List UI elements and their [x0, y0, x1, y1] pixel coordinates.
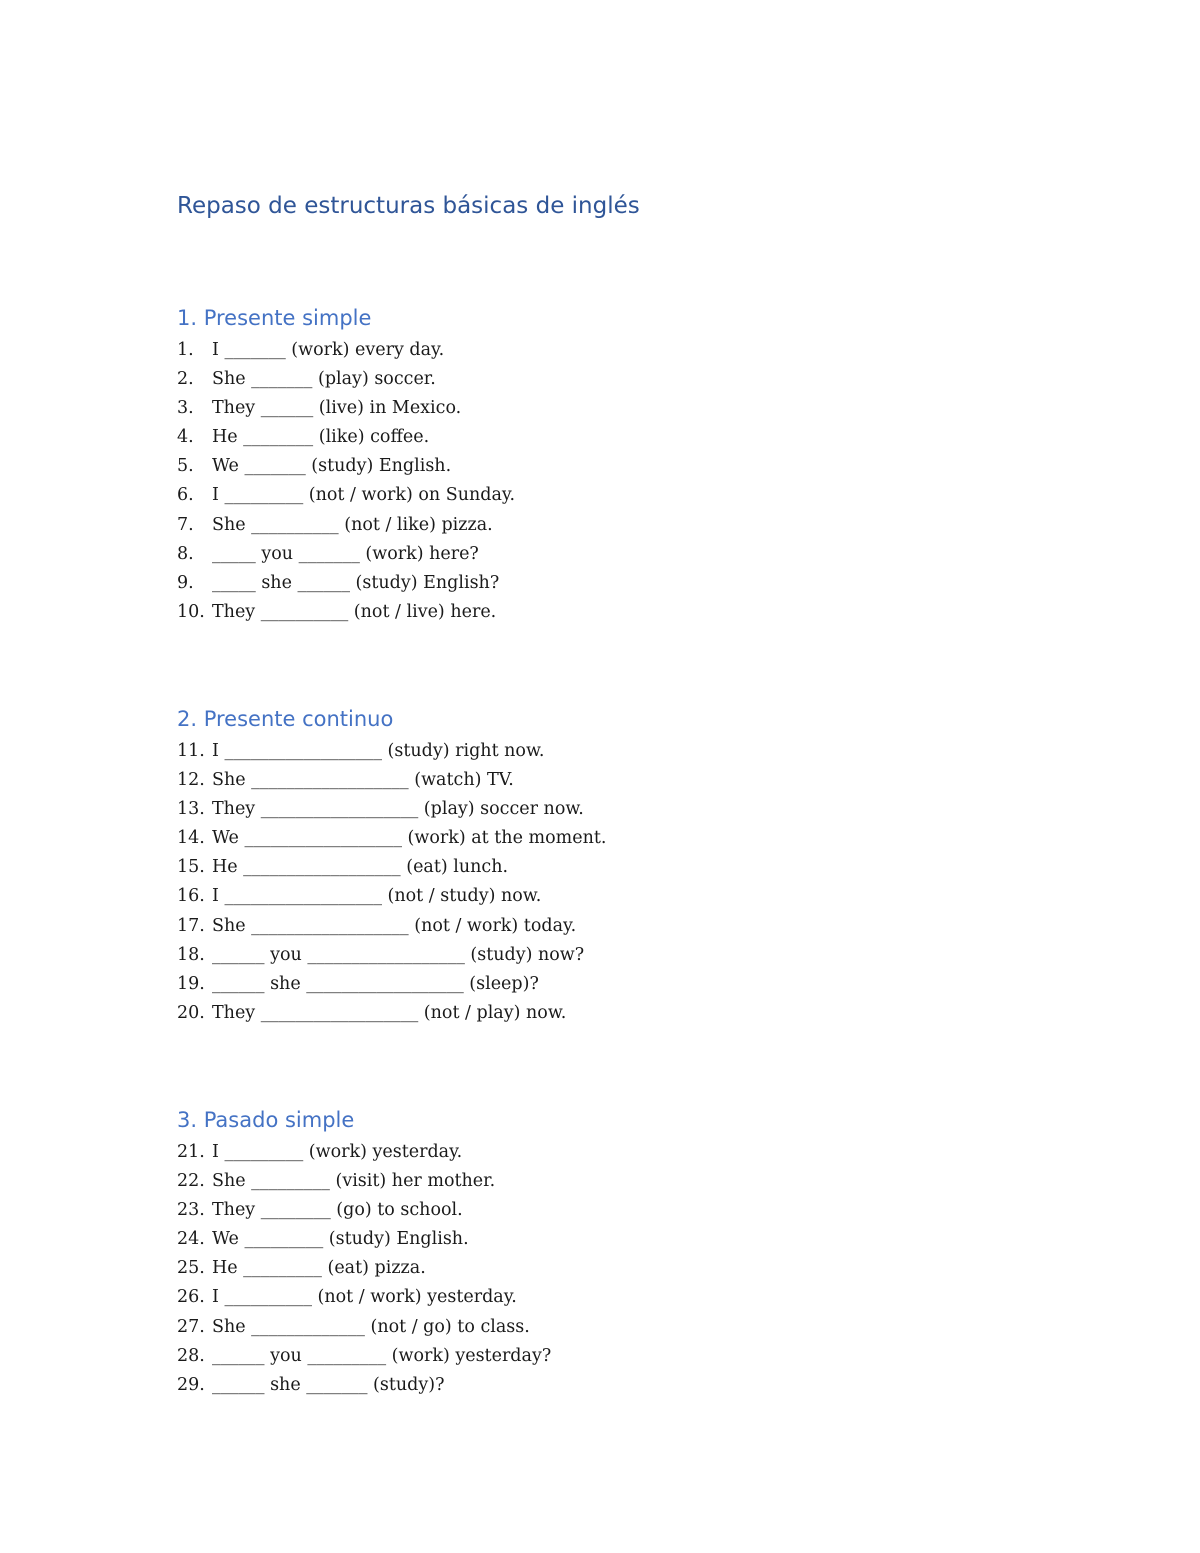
item-number: 19. [177, 973, 205, 994]
exercise-item [177, 423, 877, 452]
exercise-item [177, 912, 877, 941]
item-text: We _________ (study) English. [212, 1229, 469, 1250]
item-number: 25. [177, 1258, 205, 1279]
item-text: I _________ (not / work) on Sunday. [212, 485, 516, 506]
item-text: I _________ (work) yesterday. [212, 1142, 463, 1162]
section-pasado-simple [177, 1104, 877, 1400]
exercise-item [177, 795, 877, 824]
item-text: She __________ (not / like) pizza. [212, 514, 493, 535]
exercise-item [177, 569, 877, 598]
exercise-list [177, 737, 877, 1028]
section-heading: 2. Presente continuo [177, 707, 394, 731]
item-number: 15. [177, 857, 205, 878]
exercise-item [177, 1138, 877, 1167]
exercise-item [177, 853, 877, 882]
item-number: 4. [177, 427, 194, 448]
item-text: ______ you __________________ (study) now? [212, 944, 585, 965]
exercise-item [177, 365, 877, 394]
item-number: 1. [177, 340, 194, 360]
item-number: 10. [177, 601, 205, 622]
item-text: She __________________ (not / work) today. [212, 915, 577, 936]
item-number: 12. [177, 770, 205, 791]
exercise-item [177, 511, 877, 540]
exercise-item [177, 882, 877, 911]
exercise-item [177, 452, 877, 481]
section-presente-simple [177, 302, 877, 627]
exercise-item [177, 481, 877, 510]
item-text: She _________ (visit) her mother. [212, 1171, 496, 1192]
item-text: I __________ (not / work) yesterday. [212, 1287, 517, 1308]
exercise-item [177, 824, 877, 853]
exercise-item [177, 1167, 877, 1196]
exercise-list [177, 1138, 877, 1400]
item-number: 5. [177, 456, 194, 477]
item-number: 16. [177, 886, 205, 907]
exercise-item [177, 737, 877, 766]
item-text: She _______ (play) soccer. [212, 369, 436, 390]
item-number: 27. [177, 1316, 205, 1337]
item-text: He __________________ (eat) lunch. [212, 857, 509, 878]
item-number: 2. [177, 369, 194, 390]
exercise-item [177, 941, 877, 970]
exercise-item [177, 1371, 877, 1400]
item-number: 29. [177, 1374, 205, 1395]
exercise-item [177, 540, 877, 569]
item-number: 7. [177, 514, 194, 535]
exercise-item [177, 598, 877, 627]
item-text: He ________ (like) coffee. [212, 427, 430, 448]
item-text: We __________________ (work) at the moment. [212, 828, 607, 849]
item-text: We _______ (study) English. [212, 456, 452, 477]
item-number: 8. [177, 543, 194, 564]
exercise-item [177, 336, 877, 365]
item-text: They __________ (not / live) here. [212, 601, 497, 622]
item-text: They ______ (live) in Mexico. [212, 398, 462, 419]
exercise-item [177, 1342, 877, 1371]
item-number: 13. [177, 799, 205, 820]
item-text: They __________________ (not / play) now. [212, 1002, 567, 1023]
item-number: 11. [177, 741, 205, 761]
item-text: He _________ (eat) pizza. [212, 1258, 426, 1279]
item-number: 22. [177, 1171, 205, 1192]
exercise-item [177, 1254, 877, 1283]
exercise-item [177, 1196, 877, 1225]
item-number: 28. [177, 1345, 205, 1366]
item-number: 3. [177, 398, 194, 419]
item-number: 14. [177, 828, 205, 849]
item-number: 21. [177, 1142, 205, 1162]
item-text: She _____________ (not / go) to class. [212, 1316, 530, 1337]
section-presente-continuo [177, 703, 877, 1028]
item-number: 6. [177, 485, 194, 506]
item-text: _____ you _______ (work) here? [212, 543, 479, 564]
exercise-item [177, 394, 877, 423]
item-text: _____ she ______ (study) English? [212, 572, 500, 593]
item-text: I __________________ (study) right now. [212, 741, 545, 761]
item-text: ______ she _______ (study)? [212, 1374, 445, 1395]
exercise-list [177, 336, 877, 627]
item-number: 17. [177, 915, 205, 936]
exercise-item [177, 1313, 877, 1342]
item-number: 9. [177, 572, 194, 593]
item-text: I __________________ (not / study) now. [212, 886, 542, 907]
exercise-item [177, 1283, 877, 1312]
item-number: 23. [177, 1200, 205, 1221]
item-text: They __________________ (play) soccer now. [212, 799, 584, 820]
item-text: She __________________ (watch) TV. [212, 770, 514, 791]
item-text: They ________ (go) to school. [212, 1200, 463, 1221]
item-text: ______ you _________ (work) yesterday? [212, 1345, 552, 1366]
exercise-item [177, 970, 877, 999]
section-heading: 1. Presente simple [177, 306, 372, 330]
exercise-item [177, 1225, 877, 1254]
section-heading: 3. Pasado simple [177, 1108, 355, 1132]
item-text: ______ she __________________ (sleep)? [212, 973, 539, 994]
item-number: 24. [177, 1229, 205, 1250]
item-text: I _______ (work) every day. [212, 340, 445, 360]
item-number: 20. [177, 1002, 205, 1023]
item-number: 26. [177, 1287, 205, 1308]
exercise-item [177, 766, 877, 795]
exercise-item [177, 999, 877, 1028]
item-number: 18. [177, 944, 205, 965]
document-title: Repaso de estructuras básicas de inglés [177, 193, 640, 219]
